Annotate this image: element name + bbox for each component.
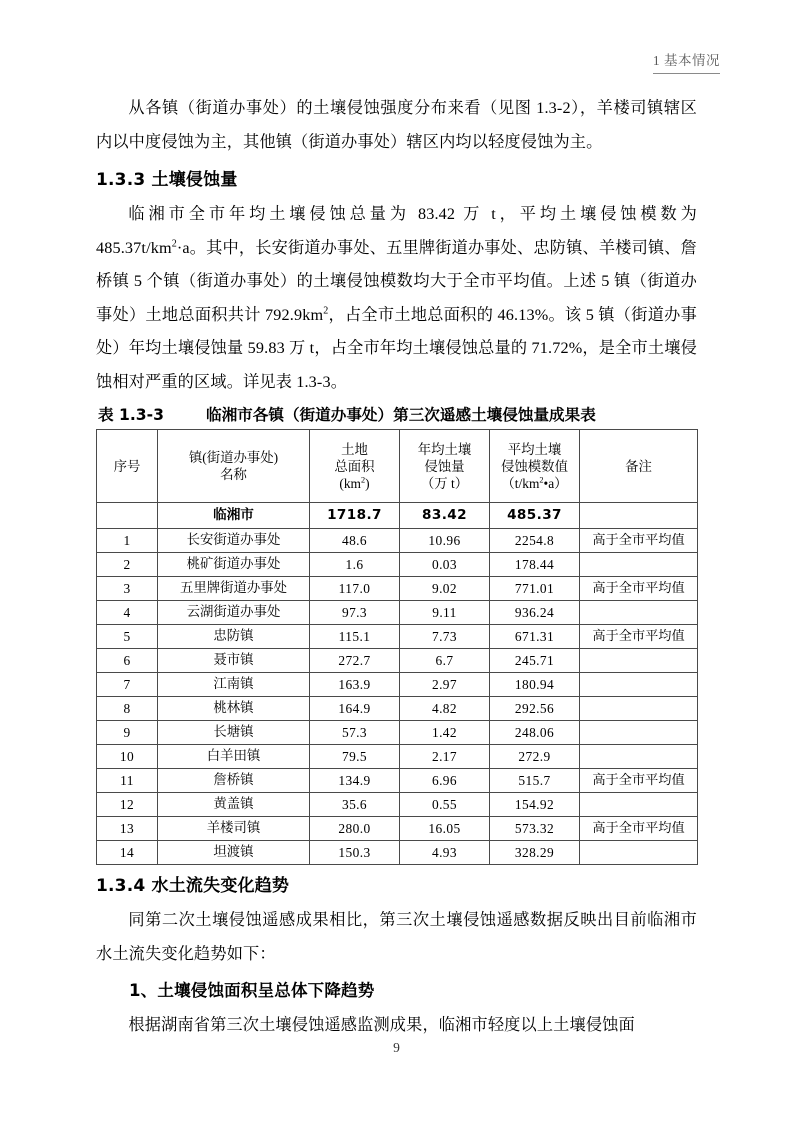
table-caption — [96, 403, 697, 427]
cell-index: 13 — [97, 817, 158, 841]
cell-name: 忠防镇 — [158, 625, 310, 649]
cell-modulus: 248.06 — [490, 721, 580, 745]
cell-modulus: 771.01 — [490, 577, 580, 601]
cell-note: 高于全市平均值 — [580, 577, 698, 601]
running-header: 1 基本情况 — [653, 52, 720, 74]
paragraph-erosion-intensity: 从各镇（街道办事处）的土壤侵蚀强度分布来看（见图 1.3-2），羊楼司镇辖区内以中度侵蚀为主，其他镇（街道办事处）辖区内均以轻度侵蚀为主。 — [96, 99, 697, 151]
cell-modulus: 180.94 — [490, 673, 580, 697]
cell-amount: 4.93 — [400, 841, 490, 865]
cell-area: 272.7 — [310, 649, 400, 673]
cell-area: 164.9 — [310, 697, 400, 721]
cell-note — [580, 697, 698, 721]
cell-name: 云湖街道办事处 — [158, 601, 310, 625]
para2-segment-2: ·a。其中，长安街道办事处、五里牌街道办事处、忠防镇、羊楼司镇、詹桥镇 5 个镇（街道办事处）的土壤侵蚀模数均大于全市平均值。上述 5 镇（街道办事处）土地总面积共计 792.9km — [96, 238, 697, 324]
cell-note — [580, 793, 698, 817]
cell-modulus: 292.56 — [490, 697, 580, 721]
area-unit-prefix: (km — [339, 475, 361, 491]
cell-name: 长塘镇 — [158, 721, 310, 745]
table-row — [97, 721, 698, 745]
table-row — [97, 817, 698, 841]
cell-index: 2 — [97, 553, 158, 577]
para2-segment-1: 临湘市全市年均土壤侵蚀总量为 83.42 万 t，平均土壤侵蚀模数为 485.37t/km — [96, 205, 697, 257]
cell-note: 高于全市平均值 — [580, 817, 698, 841]
cell-amount: 9.11 — [400, 601, 490, 625]
table-row — [97, 649, 698, 673]
table-row — [97, 553, 698, 577]
heading-1-3-3: 1.3.3 土壤侵蚀量 — [96, 170, 238, 190]
column-header-name — [158, 430, 310, 503]
para2-superscript-1: 2 — [171, 238, 177, 250]
cell-modulus: 328.29 — [490, 841, 580, 865]
cell-note — [580, 841, 698, 865]
cell-area: 57.3 — [310, 721, 400, 745]
cell-index: 10 — [97, 745, 158, 769]
cell-modulus: 154.92 — [490, 793, 580, 817]
paragraph-erosion-amount — [96, 198, 697, 399]
cell-area: 35.6 — [310, 793, 400, 817]
column-header-amount-unit: （万 t） — [420, 475, 469, 491]
table-body — [97, 503, 698, 865]
column-header-area — [310, 430, 400, 503]
paragraph-trend-intro: 同第二次土壤侵蚀遥感成果相比，第三次土壤侵蚀遥感数据反映出目前临湘市水土流失变化趋势如下： — [96, 911, 697, 963]
cell-amount: 10.96 — [400, 529, 490, 553]
cell-amount: 6.96 — [400, 769, 490, 793]
modulus-unit-suffix: •a） — [543, 475, 568, 491]
cell-note — [580, 673, 698, 697]
area-unit-suffix: ) — [365, 475, 370, 491]
cell-amount: 0.55 — [400, 793, 490, 817]
para2-superscript-2: 2 — [323, 305, 329, 317]
table-caption-title: 临湘市各镇（街道办事处）第三次遥感土壤侵蚀量成果表 — [205, 406, 596, 424]
cell-name: 临湘市 — [158, 503, 310, 529]
column-header-area-line1: 土地 — [341, 441, 368, 457]
cell-amount: 4.82 — [400, 697, 490, 721]
cell-name: 聂市镇 — [158, 649, 310, 673]
table-row — [97, 577, 698, 601]
cell-area: 1.6 — [310, 553, 400, 577]
modulus-unit-superscript: 2 — [539, 475, 544, 485]
page-number: 9 — [393, 1040, 400, 1055]
table-row — [97, 745, 698, 769]
column-header-index: 序号 — [97, 430, 158, 503]
column-header-name-line2: 名称 — [220, 467, 247, 482]
cell-name: 江南镇 — [158, 673, 310, 697]
cell-index: 5 — [97, 625, 158, 649]
paragraph-monitoring-result: 根据湖南省第三次土壤侵蚀遥感监测成果，临湘市轻度以上土壤侵蚀面 — [128, 1016, 635, 1034]
cell-index: 7 — [97, 673, 158, 697]
column-header-area-line2: 总面积 — [334, 458, 375, 474]
column-header-amount-line1: 年均土壤 — [417, 441, 472, 457]
table-row — [97, 673, 698, 697]
cell-name: 詹桥镇 — [158, 769, 310, 793]
cell-note — [580, 553, 698, 577]
cell-modulus: 671.31 — [490, 625, 580, 649]
cell-note — [580, 649, 698, 673]
modulus-unit-prefix: （t/km — [501, 475, 540, 491]
cell-modulus: 2254.8 — [490, 529, 580, 553]
cell-index: 8 — [97, 697, 158, 721]
cell-note — [580, 745, 698, 769]
cell-modulus: 573.32 — [490, 817, 580, 841]
table-row — [97, 601, 698, 625]
cell-index — [97, 503, 158, 529]
column-header-name-line1: 镇(街道办事处) — [188, 450, 279, 465]
cell-index: 1 — [97, 529, 158, 553]
cell-modulus: 272.9 — [490, 745, 580, 769]
cell-area: 280.0 — [310, 817, 400, 841]
erosion-results-table — [96, 429, 698, 865]
cell-area: 163.9 — [310, 673, 400, 697]
column-header-modulus — [490, 430, 580, 503]
table-caption-number: 表 1.3-3 — [98, 406, 164, 424]
cell-modulus: 245.71 — [490, 649, 580, 673]
cell-note — [580, 721, 698, 745]
column-header-modulus-unit — [490, 475, 579, 492]
column-header-note: 备注 — [580, 430, 698, 503]
cell-note — [580, 503, 698, 529]
cell-note: 高于全市平均值 — [580, 529, 698, 553]
cell-area: 48.6 — [310, 529, 400, 553]
column-header-amount-line2: 侵蚀量 — [424, 458, 465, 474]
sub-heading-erosion-area-decline: 1、土壤侵蚀面积呈总体下降趋势 — [129, 981, 375, 1000]
table-header — [97, 430, 698, 503]
cell-area: 97.3 — [310, 601, 400, 625]
cell-name: 羊楼司镇 — [158, 817, 310, 841]
cell-name: 黄盖镇 — [158, 793, 310, 817]
cell-note: 高于全市平均值 — [580, 769, 698, 793]
cell-amount: 9.02 — [400, 577, 490, 601]
column-header-area-unit — [310, 475, 399, 492]
cell-modulus: 936.24 — [490, 601, 580, 625]
cell-area: 79.5 — [310, 745, 400, 769]
cell-name: 坦渡镇 — [158, 841, 310, 865]
cell-area: 115.1 — [310, 625, 400, 649]
cell-amount: 1.42 — [400, 721, 490, 745]
cell-area: 150.3 — [310, 841, 400, 865]
table-header-row — [97, 430, 698, 503]
cell-index: 9 — [97, 721, 158, 745]
cell-name: 长安街道办事处 — [158, 529, 310, 553]
cell-modulus: 515.7 — [490, 769, 580, 793]
cell-amount: 6.7 — [400, 649, 490, 673]
table-row — [97, 625, 698, 649]
cell-amount: 16.05 — [400, 817, 490, 841]
cell-area: 134.9 — [310, 769, 400, 793]
cell-amount: 0.03 — [400, 553, 490, 577]
table-row — [97, 697, 698, 721]
table-row — [97, 841, 698, 865]
table-row — [97, 529, 698, 553]
cell-name: 桃矿街道办事处 — [158, 553, 310, 577]
cell-note: 高于全市平均值 — [580, 625, 698, 649]
cell-index: 14 — [97, 841, 158, 865]
column-header-modulus-line1: 平均土壤 — [507, 441, 562, 457]
cell-name: 白羊田镇 — [158, 745, 310, 769]
cell-area: 1718.7 — [310, 503, 400, 529]
cell-index: 4 — [97, 601, 158, 625]
table-row — [97, 769, 698, 793]
cell-amount: 2.97 — [400, 673, 490, 697]
cell-area: 117.0 — [310, 577, 400, 601]
column-header-modulus-line2: 侵蚀模数值 — [501, 458, 568, 474]
cell-name: 桃林镇 — [158, 697, 310, 721]
column-header-amount — [400, 430, 490, 503]
cell-index: 11 — [97, 769, 158, 793]
cell-amount: 2.17 — [400, 745, 490, 769]
cell-modulus: 178.44 — [490, 553, 580, 577]
cell-index: 6 — [97, 649, 158, 673]
cell-amount: 83.42 — [400, 503, 490, 529]
cell-modulus: 485.37 — [490, 503, 580, 529]
table-row-total — [97, 503, 698, 529]
para2-segment-3: ，占全市土地总面积的 46.13%。该 5 镇（街道办事处）年均土壤侵蚀量 59.83 万 t，占全市年均土壤侵蚀总量的 71.72%，是全市土壤侵蚀相对严重的区域。详见表 1.3-3。 — [96, 305, 697, 391]
area-unit-superscript: 2 — [360, 475, 366, 485]
cell-note — [580, 601, 698, 625]
document-body — [96, 92, 697, 1043]
table-row — [97, 793, 698, 817]
cell-name: 五里牌街道办事处 — [158, 577, 310, 601]
cell-amount: 7.73 — [400, 625, 490, 649]
cell-index: 3 — [97, 577, 158, 601]
cell-index: 12 — [97, 793, 158, 817]
heading-1-3-4: 1.3.4 水土流失变化趋势 — [96, 876, 290, 896]
